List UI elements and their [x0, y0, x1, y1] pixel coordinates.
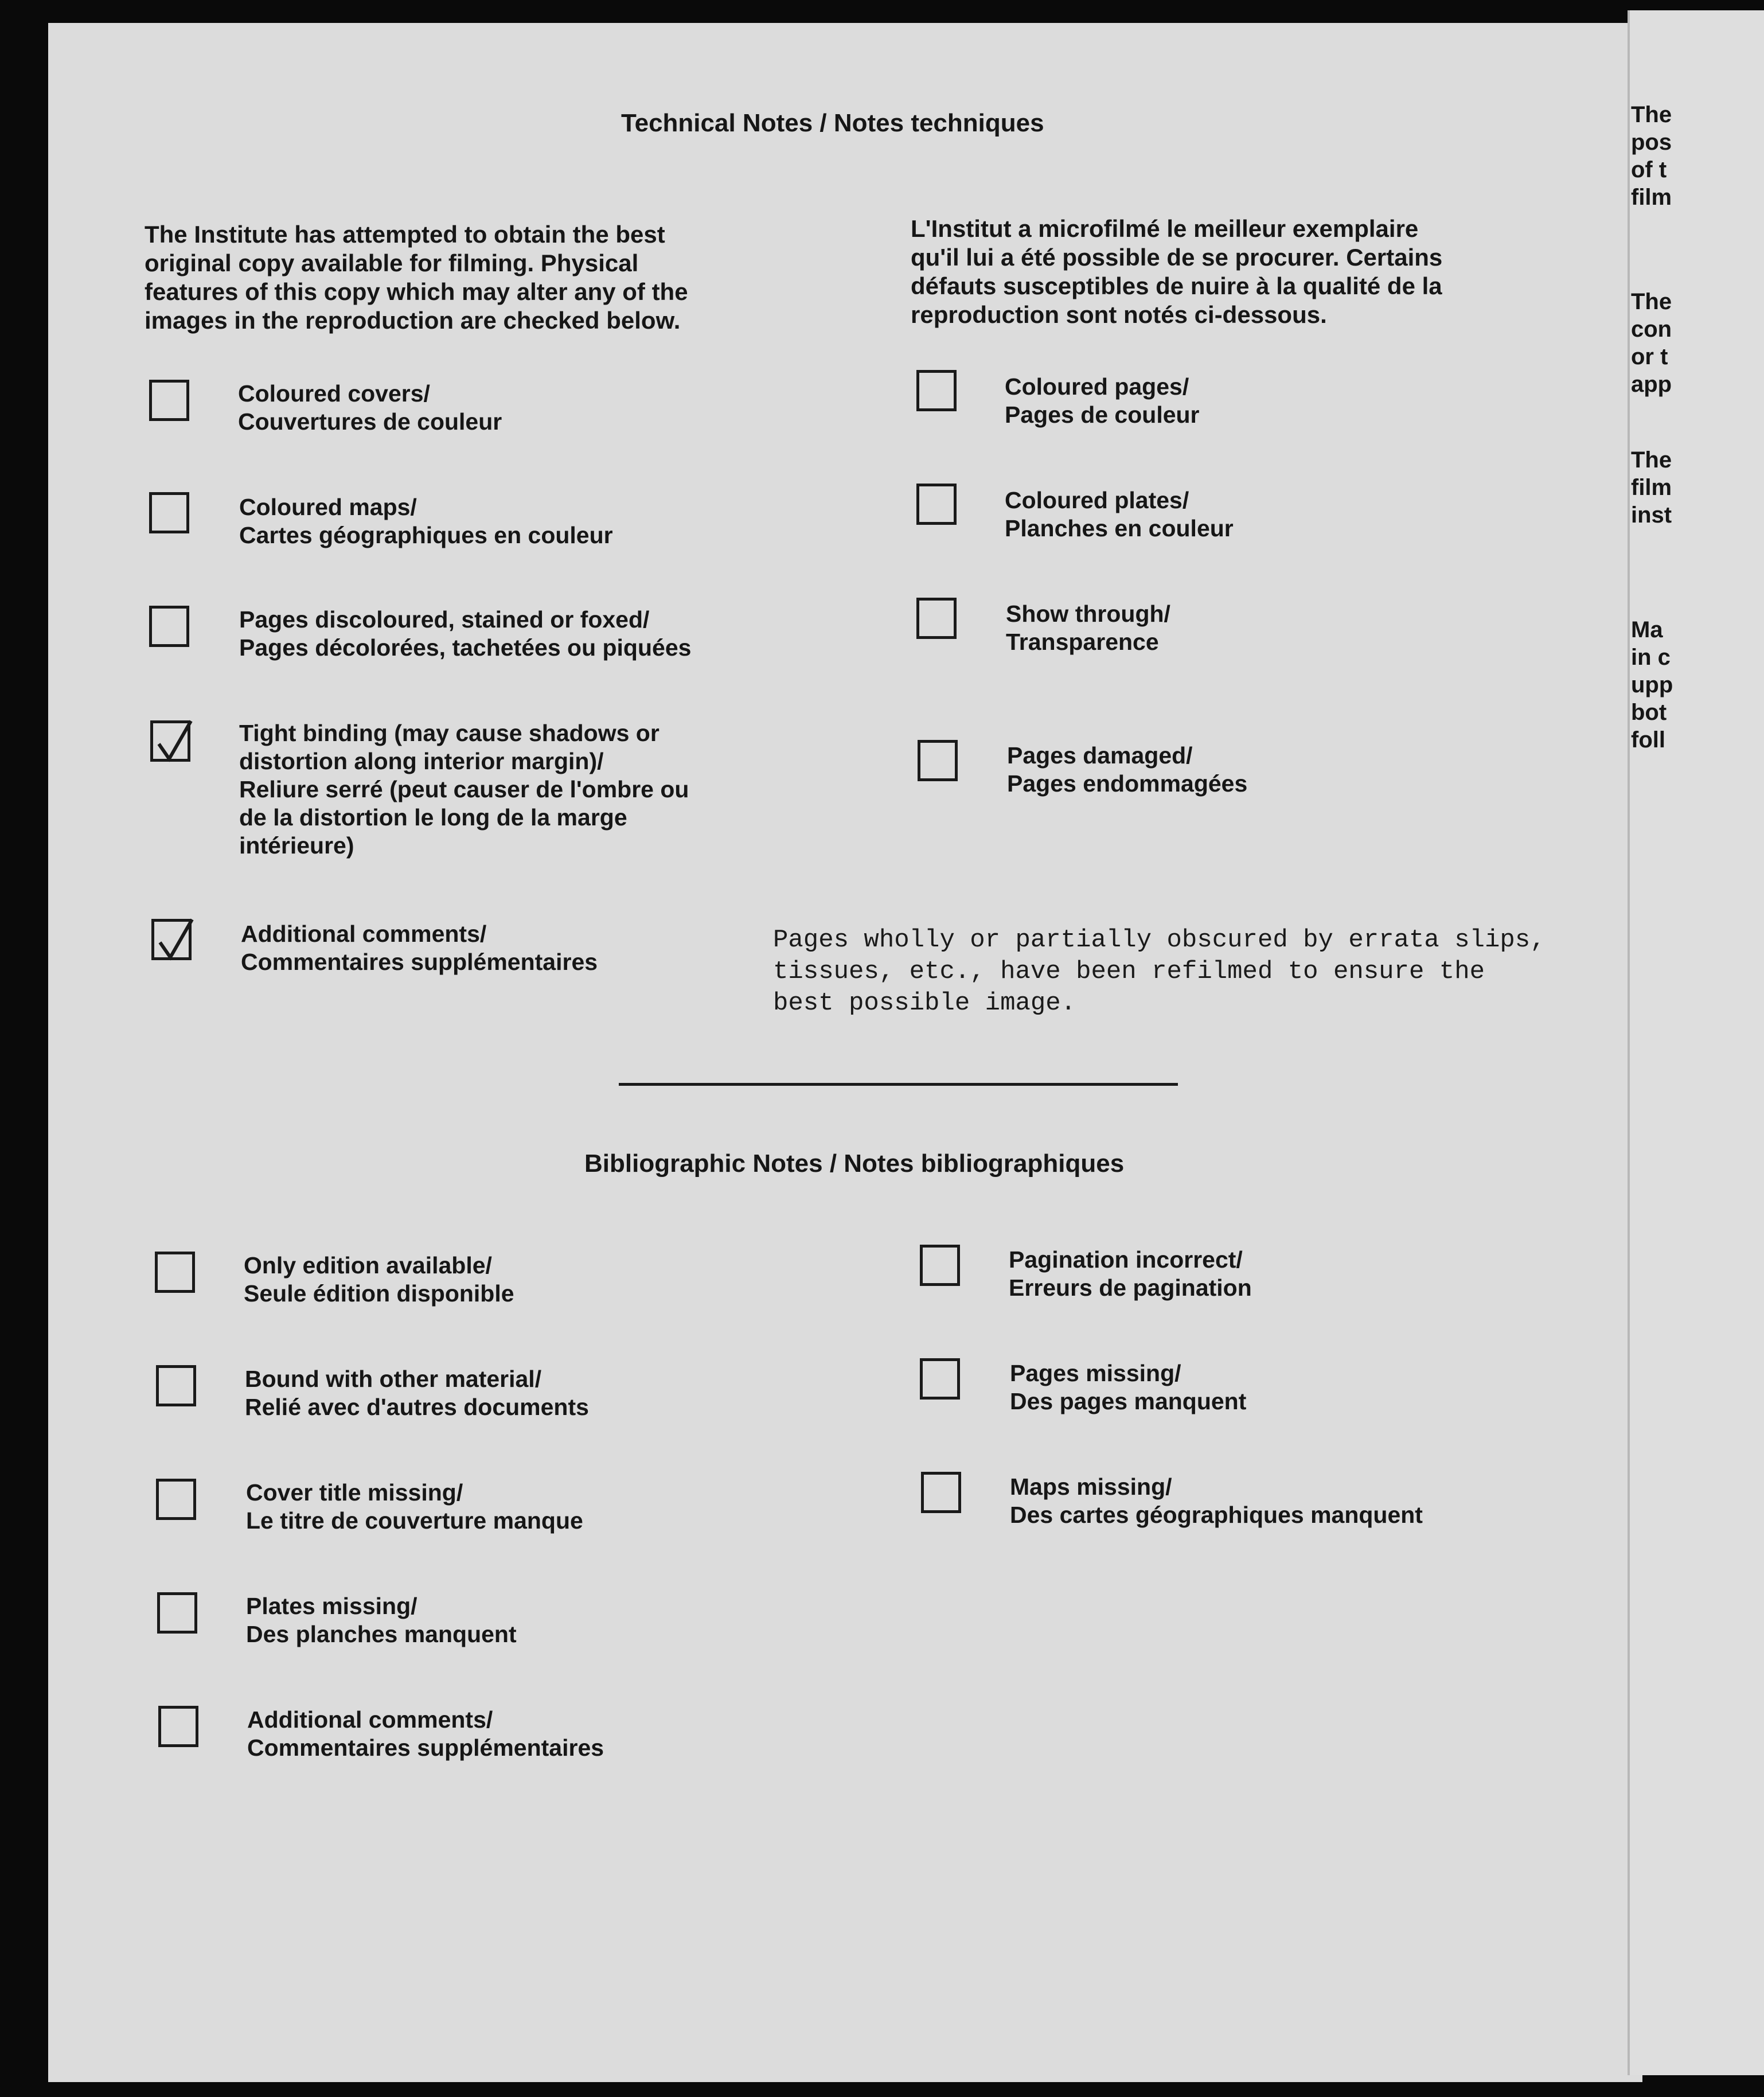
item-label: Maps missing/ — [1010, 1474, 1172, 1500]
checkbox-maps-missing[interactable] — [921, 1472, 961, 1513]
intro-fr-line: L'Institut a microfilmé le meilleur exemplaire — [911, 215, 1419, 242]
item-label: de la distortion le long de la marge — [239, 804, 627, 831]
item-label: Transparence — [1006, 629, 1159, 655]
item-label: Cartes géographiques en couleur — [239, 522, 613, 548]
strip-fragment: The — [1631, 447, 1672, 473]
intro-en-line: features of this copy which may alter any of the — [145, 278, 688, 305]
item-label: Bound with other material/ — [245, 1366, 542, 1392]
checkbox-coloured-pages[interactable] — [916, 370, 957, 411]
strip-fragment: bot — [1631, 700, 1667, 725]
checkbox-pages-missing[interactable] — [920, 1358, 960, 1400]
checkbox-additional-comments-bibliographic[interactable] — [158, 1706, 198, 1747]
strip-fragment: inst — [1631, 502, 1672, 528]
item-label: Pages discoloured, stained or foxed/ — [239, 606, 650, 633]
item-label: Coloured covers/ — [238, 380, 430, 407]
adjacent-page-strip — [1628, 10, 1764, 2075]
additional-comments-text: Pages wholly or partially obscured by errata slips, tissues, etc., have been refilmed to ensure the best possible image. — [773, 926, 1546, 1018]
intro-fr-line: qu'il lui a été possible de se procurer. Certains — [911, 244, 1443, 271]
item-label: Planches en couleur — [1005, 515, 1234, 541]
strip-fragment: con — [1631, 317, 1672, 342]
checkbox-plates-missing[interactable] — [157, 1592, 197, 1634]
checkbox-bound-with[interactable] — [156, 1365, 196, 1406]
item-label: Additional comments/ — [241, 921, 487, 947]
checkbox-coloured-covers[interactable] — [149, 380, 189, 421]
item-label: Show through/ — [1006, 601, 1170, 627]
strip-fragment: film — [1631, 185, 1672, 210]
item-label: Tight binding (may cause shadows or — [239, 720, 659, 746]
item-label: Pages endommagées — [1007, 770, 1248, 797]
intro-fr-line: reproduction sont notés ci-dessous. — [911, 301, 1327, 328]
item-label: Only edition available/ — [244, 1252, 492, 1279]
item-label: Relié avec d'autres documents — [245, 1394, 589, 1420]
technical-notes-heading: Technical Notes / Notes techniques — [621, 109, 1044, 137]
strip-fragment: Ma — [1631, 617, 1663, 642]
checkbox-pages-discoloured[interactable] — [149, 606, 189, 647]
item-label: Reliure serré (peut causer de l'ombre ou — [239, 776, 689, 802]
strip-fragment: foll — [1631, 727, 1665, 753]
item-label: Additional comments/ — [247, 1706, 493, 1733]
checkbox-cover-title-missing[interactable] — [156, 1479, 196, 1520]
item-label: Seule édition disponible — [244, 1280, 514, 1307]
document-sheet — [48, 23, 1642, 2082]
strip-fragment: app — [1631, 372, 1672, 397]
item-label: Pages missing/ — [1010, 1360, 1181, 1386]
strip-fragment: upp — [1631, 672, 1673, 697]
item-label: Pagination incorrect/ — [1009, 1246, 1243, 1273]
checkbox-coloured-maps[interactable] — [149, 492, 189, 533]
checkbox-additional-comments-technical[interactable] — [151, 919, 192, 960]
item-label: Des pages manquent — [1010, 1388, 1247, 1414]
item-label: Coloured pages/ — [1005, 373, 1189, 400]
item-label: Le titre de couverture manque — [246, 1507, 583, 1534]
item-label: Pages décolorées, tachetées ou piquées — [239, 634, 692, 661]
intro-en-line: images in the reproduction are checked below. — [145, 307, 681, 334]
item-label: Couvertures de couleur — [238, 408, 502, 435]
intro-en-line: The Institute has attempted to obtain the best — [145, 221, 665, 248]
intro-en-line: original copy available for filming. Physical — [145, 250, 639, 276]
strip-fragment: or t — [1631, 344, 1668, 369]
strip-fragment: film — [1631, 475, 1672, 500]
item-label: Erreurs de pagination — [1009, 1274, 1252, 1301]
item-label: Des planches manquent — [246, 1621, 517, 1647]
bibliographic-notes-heading: Bibliographic Notes / Notes bibliographiques — [584, 1149, 1125, 1178]
checkbox-coloured-plates[interactable] — [916, 484, 957, 525]
item-label: Cover title missing/ — [246, 1479, 463, 1506]
item-label: Des cartes géographiques manquent — [1010, 1502, 1423, 1528]
checkbox-only-edition[interactable] — [155, 1252, 195, 1293]
item-label: Coloured maps/ — [239, 494, 417, 520]
strip-fragment: of t — [1631, 157, 1667, 182]
checkbox-tight-binding[interactable] — [150, 720, 190, 762]
item-label: intérieure) — [239, 832, 354, 859]
item-label: Commentaires supplémentaires — [247, 1734, 604, 1761]
checkbox-pages-damaged[interactable] — [918, 740, 958, 781]
intro-fr-line: défauts susceptibles de nuire à la qualité de la — [911, 272, 1442, 299]
checkmark-icon — [155, 917, 196, 963]
strip-fragment: The — [1631, 102, 1672, 127]
checkbox-pagination-incorrect[interactable] — [920, 1245, 960, 1286]
item-label: Coloured plates/ — [1005, 487, 1189, 513]
section-divider — [619, 1083, 1178, 1086]
item-label: Pages de couleur — [1005, 402, 1200, 428]
item-label: Plates missing/ — [246, 1593, 417, 1619]
strip-fragment: The — [1631, 289, 1672, 314]
strip-fragment: in c — [1631, 645, 1671, 670]
checkmark-icon — [154, 719, 194, 765]
item-label: distortion along interior margin)/ — [239, 748, 604, 774]
strip-fragment: pos — [1631, 130, 1672, 155]
item-label: Commentaires supplémentaires — [241, 949, 598, 975]
item-label: Pages damaged/ — [1007, 742, 1193, 769]
checkbox-show-through[interactable] — [916, 598, 957, 639]
